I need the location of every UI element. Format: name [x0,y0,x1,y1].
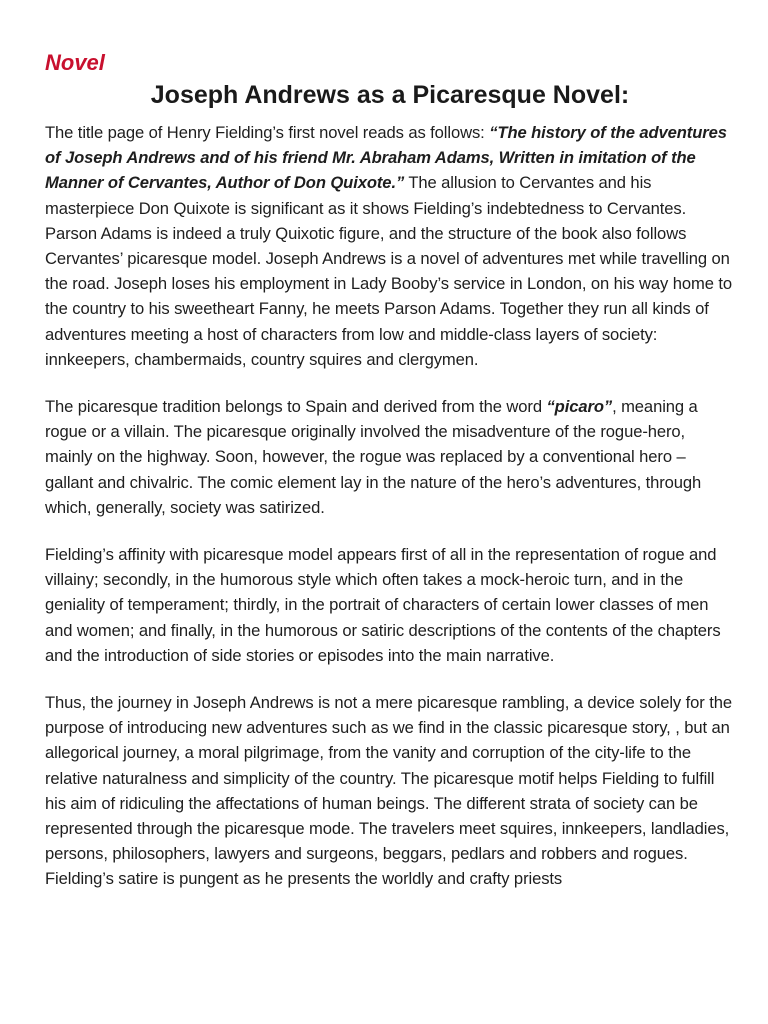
paragraph-1-intro: The title page of Henry Fielding’s first novel reads as follows: [45,123,490,142]
section-label: Novel [45,50,105,75]
paragraph-2-body: , meaning a rogue or a villain. The picaresque originally involved the misadventure of the rogue-hero, mainly on the highway. Soon, however, the rogue was replaced by a conventional hero – gallant and chivalric. The comic element lay in the nature of the hero’s adventures, through which, generally, society was satirized. [45,397,702,517]
paragraph-2-quote: “picaro” [546,397,613,417]
paragraph-2 [45,394,735,520]
paragraph-3: Fielding’s affinity with picaresque model appears first of all in the representation of rogue and villainy; secondly, in the humorous style which often takes a mock-heroic turn, and in the geniality of temperament; thirdly, in the portrait of characters of certain lower classes of men and women; and finally, in the humorous or satiric descriptions of the contents of the chapters and the introduction of side stories or episodes into the main narrative. [45,545,721,665]
paragraph-1 [45,120,735,372]
paragraph-2-intro: The picaresque tradition belongs to Spain and derived from the word [45,397,547,417]
document-page [45,48,735,914]
page-title: Joseph Andrews as a Picaresque Novel: [150,81,630,109]
paragraph-1-quote: “The history of the adventures of Joseph Andrews and of his friend Mr. Abraham Adams, Written in imitation of the Manner of Cervantes, Author of Don Quixote.” [45,123,727,193]
paragraph-4: Thus, the journey in Joseph Andrews is not a mere picaresque rambling, a device solely for the purpose of introducing new adventures such as we find in the classic picaresque story, , but an allegorical journey, a moral pilgrimage, from the vanity and corruption of the city-life to the relative naturalness and simplicity of the country. The picaresque motif helps Fielding to fulfill his aim of ridiculing the affectations of human beings. The different strata of society can be represented through the picaresque mode. The travelers meet squires, innkeepers, landladies, persons, philosophers, lawyers and surgeons, beggars, pedlars and robbers and rogues. Fielding’s satire is pungent as he presents the worldly and crafty priests [45,693,732,889]
paragraph-1-body: The allusion to Cervantes and his masterpiece Don Quixote is significant as it shows Fielding’s indebtedness to Cervantes. Parson Adams is indeed a truly Quixotic figure, and the structure of the book also follows Cervantes’ picaresque model. Joseph Andrews is a novel of adventures met while travelling on the road. Joseph loses his employment in Lady Booby’s service in London, on his way home to the country to his sweetheart Fanny, he meets Parson Adams. Together they run all kinds of adventures meeting a host of characters from low and middle-class layers of society: innkeepers, chambermaids, country squires and clergymen. [45,173,733,369]
